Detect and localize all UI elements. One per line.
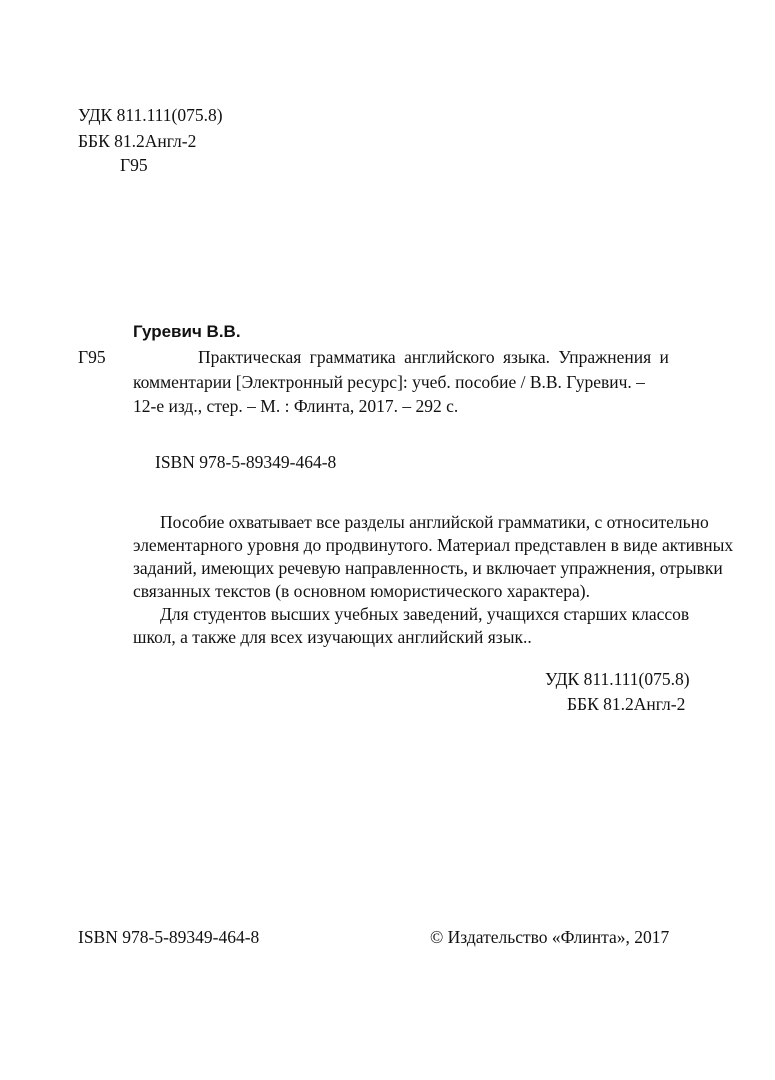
copyright: © Издательство «Флинта», 2017 xyxy=(430,927,670,947)
author-sign: Г95 xyxy=(78,347,106,367)
annotation-p1-line1: Пособие охватывает все разделы английской грамматики, с относительно xyxy=(160,512,709,532)
annotation-p1-line2: элементарного уровня до продвинутого. Материал представлен в виде активных xyxy=(133,535,734,555)
udk-code-top: УДК 811.111(075.8) xyxy=(78,105,223,125)
entry-line-2: комментарии [Электронный ресурс]: учеб. пособие / В.В. Гуревич. – xyxy=(133,372,645,392)
isbn-entry: ISBN 978-5-89349-464-8 xyxy=(155,452,337,472)
entry-line-1: Практическая грамматика английского языка. Упражнения и xyxy=(198,347,669,367)
bbk-code-top: ББК 81.2Англ-2 xyxy=(78,131,197,151)
entry-line-3: 12-е изд., стер. – М. : Флинта, 2017. – 292 с. xyxy=(133,396,459,416)
bbk-code-bottom: ББК 81.2Англ-2 xyxy=(567,694,686,714)
annotation-p1-line4: связанных текстов (в основном юмористического характера). xyxy=(133,581,590,601)
udk-code-bottom: УДК 811.111(075.8) xyxy=(545,669,690,689)
isbn-footer: ISBN 978-5-89349-464-8 xyxy=(78,927,260,947)
annotation-p1-line3: заданий, имеющих речевую направленность, и включает упражнения, отрывки xyxy=(133,558,723,578)
annotation-p2-line2: школ, а также для всех изучающих английский язык.. xyxy=(133,627,532,647)
author-name: Гуревич В.В. xyxy=(133,322,241,341)
author-sign-top: Г95 xyxy=(120,155,148,175)
annotation-p2-line1: Для студентов высших учебных заведений, учащихся старших классов xyxy=(160,604,690,624)
